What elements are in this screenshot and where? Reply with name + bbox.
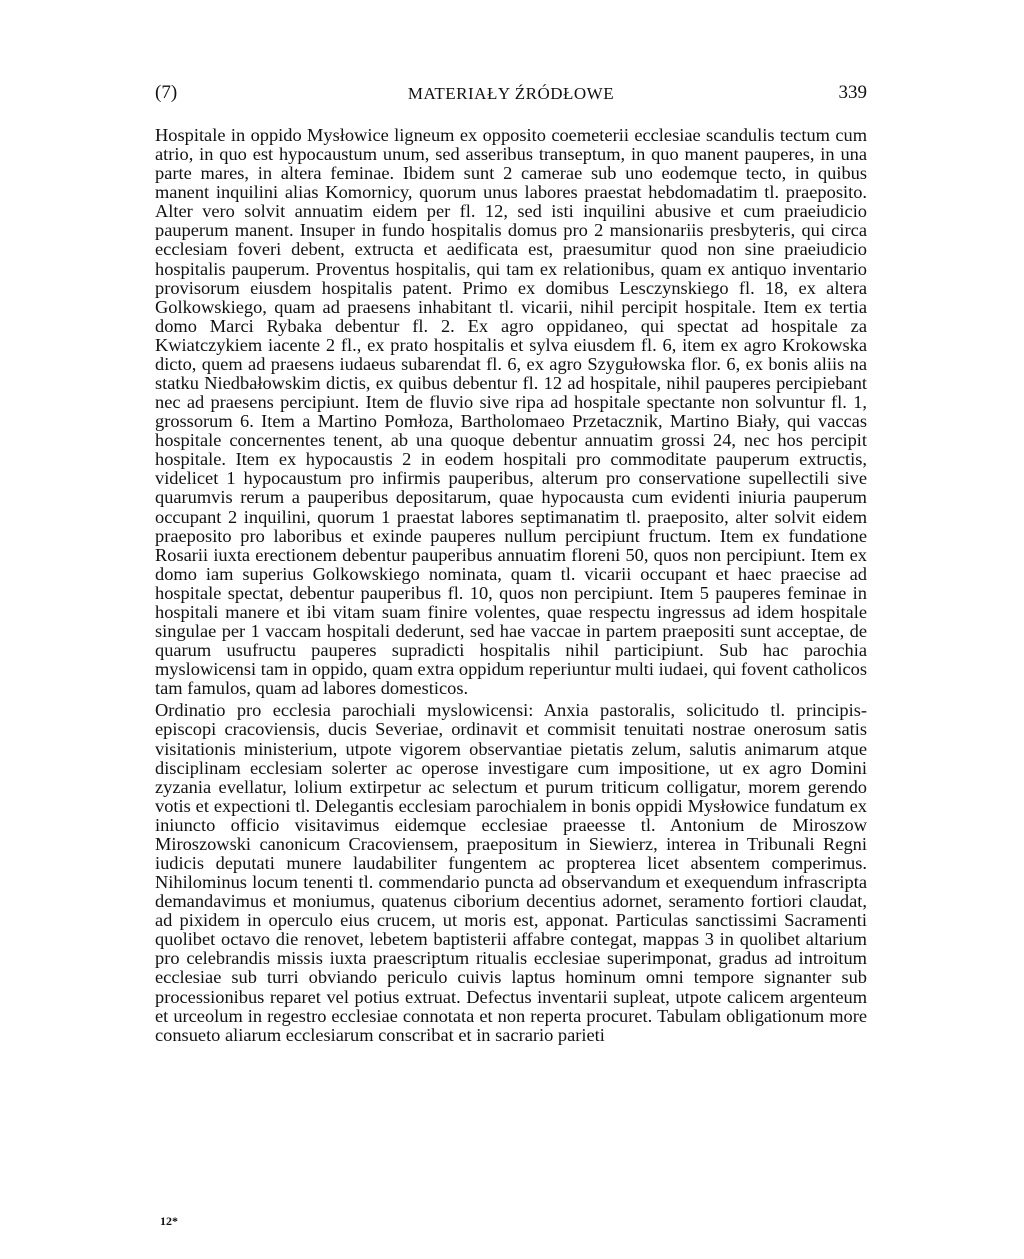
page-header <box>155 82 867 110</box>
section-number: (7) <box>155 82 178 103</box>
signature-mark: 12* <box>160 1214 178 1228</box>
paragraph-ordinatio: Ordinatio pro ecclesia parochiali myslowicensi: Anxia pastoralis, solicitudo tl. principis-episcopi cracoviensis, ducis Severiae, ordinavit et commisit tenuitati nostrae onerosum satis visitationis ministerium, utpote vigorem observantiae pietatis zelum, salutis animarum atque disciplinam ecclesiam solerter ac operose investigare cum impositione, ut ex agro Domini zyzania evellatur, lolium extirpetur ac selectum et purum triticum colligatur, morem gerendo votis et expectioni tl. Delegantis ecclesiam parochialem in bonis oppidi Mysłowice fundatum ex iniuncto officio visitavimus eidemque ecclesiae praeesse tl. Antonium de Miroszow Miroszowski canonicum Cracoviensem, praepositum in Siewierz, interea in Tribunali Regni iudicis deputati munere laudabiliter fungentem ac propterea licet absentem comperimus. Nihilominus locum tenenti tl. commendario puncta ad observandum et exequendum infrascripta demandavimus et moniumus, quatenus ciborium decentius adornet, seramento fortiori claudat, ad pixidem in operculo eius crucem, ut moris est, apponat. Particulas sanctissimi Sacramenti quolibet octavo die renovet, lebetem baptisterii affabre contegat, mappas 3 in quolibet altarium pro celebrandis missis iuxta praescriptum ritualis ecclesiae superimponat, gradus ad introitum ecclesiae sub turri obviando periculo cuivis laptus hominum omni tempore signanter sub processionibus reparet vel potius extruat. Defectus inventarii supleat, utpote calicem argenteum et urceolum in regestro ecclesiae connotata et non reperta procuret. Tabulam obligationum more consueto aliarum ecclesiarum conscribat et in sacrario parieti <box>155 700 867 1045</box>
running-title: MATERIAŁY ŹRÓDŁOWE <box>407 84 615 103</box>
page-number: 339 <box>838 82 867 103</box>
body-text <box>155 126 867 1045</box>
paragraph-hospitale: Hospitale in oppido Mysłowice ligneum ex opposito coemeterii ecclesiae scandulis tectum cum atrio, in quo est hypocaustum unum, sed asseribus transeptum, in quo manent pauperes, in una parte mares, in altera feminae. Ibidem sunt 2 camerae sub uno eodemque tecto, in quibus manent inquilini alias Komornicy, quorum unus labores praestat hebdomadatim tl. praeposito. Alter vero solvit annuatim eidem per fl. 12, sed isti inquilini abusive et cum praeiudicio pauperum manent. Insuper in fundo hospitalis domus pro 2 mansionariis presbyteris, qui circa ecclesiam foveri debent, extructa et aedificata est, praesumitur quod non sine praeiudicio hospitalis pauperum. Proventus hospitalis, qui tam ex relationibus, quam ex antiquo inventario provisorum eiusdem hospitalis patent. Primo ex domibus Lesczynskiego fl. 18, ex altera Golkowskiego, quam ad praesens inhabitant tl. vicarii, nihil percipit hospitale. Item ex tertia domo Marci Rybaka debentur fl. 2. Ex agro oppidaneo, qui spectat ad hospitale za Kwiatczykiem iacente 2 fl., ex prato hospitalis et sylva eiusdem fl. 6, item ex agro Krokowska dicto, quem ad praesens iudaeus subarendat fl. 6, ex agro Szygułowska flor. 6, ex bonis aliis na statku Niedbałowskim dictis, ex quibus debentur fl. 12 ad hospitale, nihil pauperes percipiebant nec ad praesens percipiunt. Item de fluvio sive ripa ad hospitale spectante non solvuntur fl. 1, grossorum 6. Item a Martino Pomłoza, Bartholomaeo Przetacznik, Martino Biały, qui vaccas hospitale concernentes tenent, ab una quoque debentur annuatim grossi 24, nec hos percipit hospitale. Item ex hypocaustis 2 in eodem hospitali pro commoditate pauperum extructis, videlicet 1 hypocaustum pro infirmis pauperibus, alterum pro conservatione supellectili sive quarumvis rerum a pauperibus depositarum, quae hypocausta cum evidenti iniuria pauperum occupant 2 inquilini, quorum 1 praestat labores septimanatim tl. praeposito, alter solvit eidem praeposito pro laboribus et exinde pauperes nullum percipiunt fructum. Item ex fundatione Rosarii iuxta erectionem debentur pauperibus annuatim floreni 50, quos non percipiunt. Item ex domo iam superius Golkowskiego nominata, quam tl. vicarii occupant et haec praecise ad hospitale spectat, debentur pauperibus fl. 10, quos non percipiunt. Item 5 pauperes feminae in hospitali manere et ibi vitam suam finire volentes, quae respectu ingressus ad idem hospitale singulae per 1 vaccam hospitali dederunt, sed hae vaccae in partem praepositi sunt acceptae, de quarum usufructu pauperes supradicti hospitalis nihil participiunt. Sub hac parochia myslowicensi tam in oppido, quam extra oppidum reperiuntur multi iudaei, qui fovent catholicos tam famulos, quam ad labores domesticos. <box>155 125 867 699</box>
